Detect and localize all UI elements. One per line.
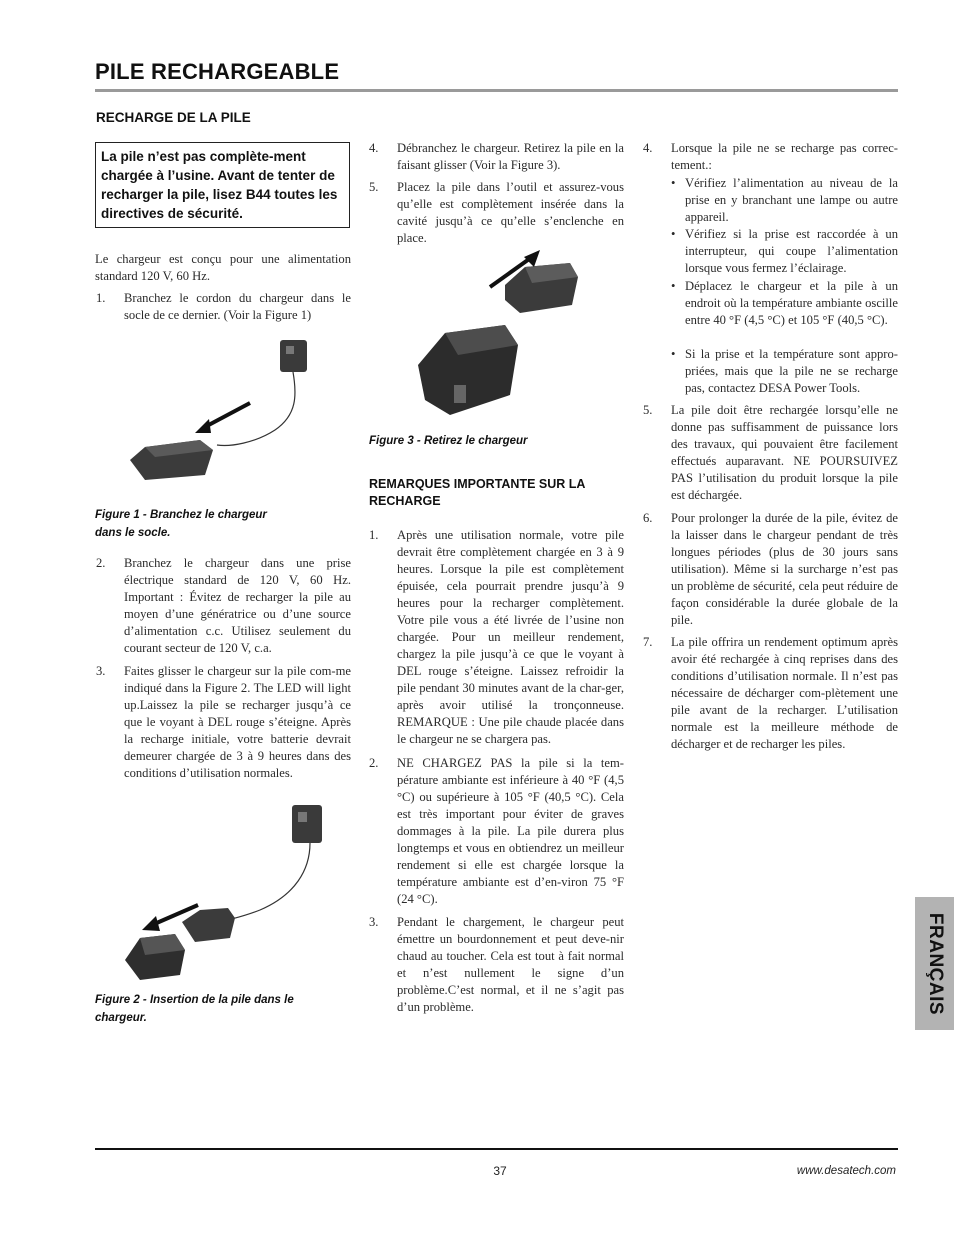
- page-number: 37: [493, 1164, 507, 1178]
- figure-1-caption-line-2: dans le socle.: [95, 527, 171, 539]
- list-item-number: 6.: [643, 511, 653, 525]
- bullet-text: Si la prise et la température sont appro-priées, mais que la pile ne se recharge pas, contactez DESA Power Tools.: [685, 347, 898, 395]
- bullet-item: [671, 346, 898, 398]
- figure-1-caption-line-1: Figure 1 - Branchez le chargeur: [95, 509, 267, 521]
- bullet-text: Vérifiez si la prise est raccordée à un interrupteur, qui coupe l’alimentation lorsque vous fermez l’éclairage.: [685, 227, 898, 275]
- bullet-text: Vérifiez l’alimentation au niveau de la prise en y branchant une lampe ou autre appareil.: [685, 176, 898, 224]
- wall-adapter-icon: [280, 340, 307, 372]
- list-item: [369, 179, 624, 249]
- footer-divider: [95, 1148, 898, 1150]
- list-item-text: Débranchez le chargeur. Retirez la pile en la faisant glisser (Voir la Figure 3).: [397, 141, 624, 172]
- bullet-item: [671, 226, 898, 278]
- bullet-item: [671, 278, 898, 348]
- list-item: [369, 527, 624, 749]
- remarks-title-line-2: RECHARGE: [369, 494, 441, 508]
- bullet-item: [671, 175, 898, 227]
- charger-icon: [182, 908, 235, 942]
- list-item-text: Pour prolonger la durée de la pile, évitez de la laisser dans le chargeur pendant de très longues périodes (plus de 30 jours sans utilisation). Même si la surcharge n’est pas un problème de sécurité, cela peut réduire de façon considérable la durée globale de la pile.: [671, 511, 898, 627]
- list-item: [369, 755, 624, 910]
- figure-3-caption: Figure 3 - Retirez le chargeur: [369, 435, 528, 447]
- bullet-text: Déplacez le chargeur et la pile à un endroit où la température ambiante oscille entre 40 °F (4,5 °C) et 105 °F (40,5 °C).: [685, 279, 898, 327]
- list-item: [96, 663, 351, 803]
- list-item-text: Branchez le cordon du chargeur dans le socle de ce dernier. (Voir la Figure 1): [124, 291, 351, 322]
- bullet-icon: •: [671, 176, 676, 190]
- section-title: RECHARGE DE LA PILE: [96, 110, 251, 125]
- list-item-number: 4.: [369, 141, 379, 155]
- bullet-icon: •: [671, 347, 676, 361]
- list-item: [369, 140, 624, 176]
- bullet-icon: •: [671, 279, 676, 293]
- arrow-icon: [203, 403, 250, 428]
- figure-3-illustration: [410, 245, 610, 425]
- intro-paragraph: Le chargeur est conçu pour une alimentation standard 120 V, 60 Hz.: [95, 252, 351, 283]
- list-item: [643, 510, 898, 630]
- remarks-title-line-1: REMARQUES IMPORTANTE SUR LA: [369, 477, 586, 491]
- list-item-number: 5.: [643, 403, 653, 417]
- list-item-number: 2.: [369, 756, 379, 770]
- list-item-text: Placez la pile dans l’outil et assurez-vous qu’elle est complètement insérée dans la cavité jusqu’à ce qu’elle s’enclenche en place.: [397, 180, 624, 245]
- footer-url: www.desatech.com: [796, 1165, 896, 1177]
- list-item-text: Branchez le chargeur dans une prise électrique standard de 120 V, 60 Hz. Important : Évitez de recharger la pile au moyen d’une génératrice ou d’une source d’alimentation c.c. Utilisez seulement du courant secteur de 120 V, c.a.: [124, 556, 351, 655]
- title-divider: [95, 89, 898, 92]
- figure-2-caption-line-1: Figure 2 - Insertion de la pile dans le: [95, 994, 294, 1006]
- list-item-number: 3.: [96, 664, 106, 678]
- list-item-text: NE CHARGEZ PAS la pile si la tem-pérature ambiante est inférieure à 40 °F (4,5 °C) ou supérieure à 105 °F (40,5 °C). Cela est très important pour éviter de graves dommages à la pile. La pile durera plus longtemps et vous en obtiendrez un meilleur rendement si elle est chargée lorsque la température ambiante est d’en-viron 75 °F (24 °C).: [397, 756, 624, 906]
- figure-2-illustration: [120, 800, 340, 985]
- list-item-number: 4.: [643, 141, 653, 155]
- list-item-text: Lorsque la pile ne se recharge pas correc-tement.:: [671, 141, 898, 172]
- list-item: [96, 290, 351, 326]
- list-item: [643, 140, 898, 176]
- list-item: [369, 914, 624, 1019]
- list-item-text: Après une utilisation normale, votre pile devrait être complètement chargée en 3 à 9 heures. Lorsque la pile est complètement épuisée, cela pourrait prendre jusqu’à 9 heures pour la recharger complètement. Votre pile vous a été livrée de l’usine non chargée. Pour un meilleur rendement, chargez la pile jusqu’à ce que le voyant à DEL rouge s’éteigne. Laissez refroidir la pile pendant 30 minutes avant de la char-ger, après avoir utilisé la tronçonneuse. REMARQUE : Une pile chaude placée dans le chargeur ne se chargera pas.: [397, 528, 624, 746]
- warning-box: La pile n’est pas complète-ment chargée à l’usine. Avant de tenter de recharger la pile, lisez B44 toutes les directives de sécurité.: [95, 142, 350, 228]
- list-item: [643, 634, 898, 774]
- list-item-text: La pile offrira un rendement optimum après avoir été rechargée à cinq reprises dans des conditions d’utilisation normale. Il n’est pas nécessaire de décharger com-plètement une pile avant de la recharger. L’utilisation normale est la meilleure méthode de décharger et de recharger les piles.: [671, 635, 898, 751]
- list-item-number: 5.: [369, 180, 379, 194]
- list-item-number: 1.: [96, 291, 106, 305]
- list-item-number: 1.: [369, 528, 379, 542]
- language-tab: [915, 897, 954, 1030]
- list-item-text: Pendant le chargement, le chargeur peut émettre un bourdonnement et peut deve-nir chaud au toucher. Cela est tout à fait normal et n’est nullement le signe d’un problème.C’est normal, et il ne s’agit pas d’un problème.: [397, 915, 624, 1014]
- page-title: PILE RECHARGEABLE: [95, 59, 340, 84]
- figure-2-caption-line-2: chargeur.: [95, 1012, 147, 1024]
- language-tab-label: FRANÇAIS: [924, 912, 946, 1015]
- wall-adapter-icon: [292, 805, 322, 843]
- list-item: [643, 402, 898, 507]
- list-item: [96, 555, 351, 660]
- list-item-text: La pile doit être rechargée lorsqu’elle ne donne pas suffisamment de puissance lors des travaux, qui pouvaient être facilement effectués auparavant. NE POURSUIVEZ PAS l’utilisation du produit lorsque la pile est déchargée.: [671, 403, 898, 502]
- list-item-number: 3.: [369, 915, 379, 929]
- figure-1-illustration: [125, 335, 315, 495]
- list-item-text: Faites glisser le chargeur sur la pile com-me indiqué dans la Figure 2. The LED will light up.Laissez la pile se recharger jusqu’à ce que le voyant à DEL rouge s’éteigne. Après la recharge initiale, votre batterie devrait demeurer chargée de 3 à 9 heures dans des conditions d’utilisation normales.: [124, 664, 351, 780]
- list-item-number: 2.: [96, 556, 106, 570]
- bullet-icon: •: [671, 227, 676, 241]
- list-item-number: 7.: [643, 635, 653, 649]
